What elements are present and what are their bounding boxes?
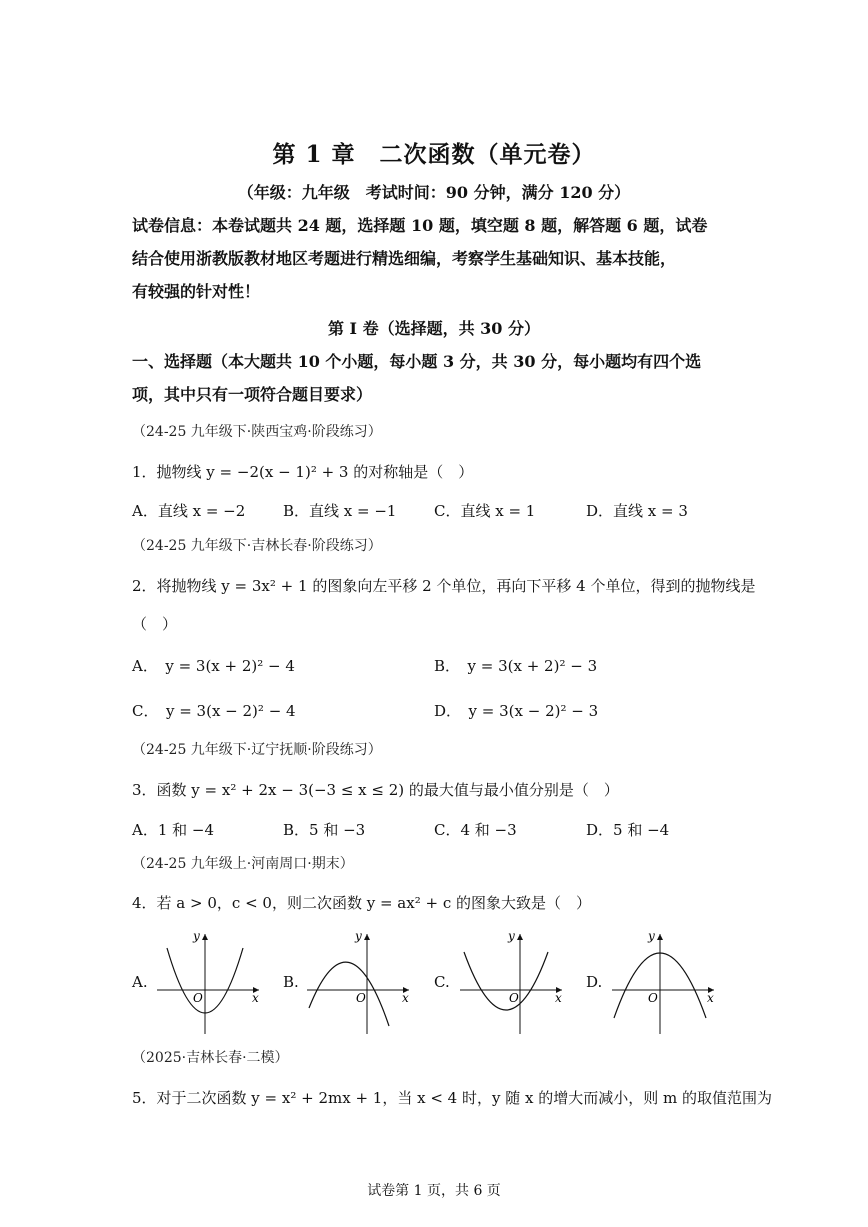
graph-option-b — [305, 928, 415, 1042]
page-title: 第 1 章 二次函数（单元卷） — [272, 141, 596, 168]
y-axis-label: y — [193, 929, 200, 943]
question-1-option-d: D．直线 x = 3 — [586, 502, 688, 520]
question-3-option-d: D．5 和 −4 — [586, 821, 670, 839]
question-1-option-b: B．直线 x = −1 — [283, 502, 397, 520]
graph-option-d — [610, 928, 720, 1042]
question-4-option-a: A. — [132, 973, 148, 991]
parabola-curve — [309, 962, 389, 1026]
question-4-option-c: C. — [434, 973, 450, 991]
exam-info-line-2: 结合使用浙教版教材地区考题进行精选细编，考察学生基础知识、基本技能， — [132, 249, 677, 268]
question-5-stem: 5．对于二次函数 y = x² + 2mx + 1，当 x < 4 时，y 随 x 的增大而减小，则 m 的取值范围为 — [132, 1089, 772, 1107]
question-source: （24-25 九年级下·辽宁抚顺·阶段练习） — [132, 742, 382, 758]
graph-option-c — [458, 928, 568, 1042]
question-4-option-d: D. — [586, 973, 603, 991]
exam-info-line-1: 试卷信息：本卷试题共 24 题，选择题 10 题，填空题 8 题，解答题 6 题，试卷 — [132, 216, 708, 235]
question-source: （2025·吉林长春·二模） — [132, 1050, 289, 1066]
question-3-option-c: C．4 和 −3 — [434, 821, 517, 839]
question-3-option-b: B．5 和 −3 — [283, 821, 366, 839]
question-2-option-c: C． y = 3(x − 2)² − 4 — [132, 702, 296, 720]
origin-label: O — [193, 991, 203, 1005]
y-axis-label: y — [508, 929, 515, 943]
question-3-option-a: A．1 和 −4 — [132, 821, 215, 839]
question-1-option-a: A．直线 x = −2 — [132, 502, 246, 520]
origin-label: O — [648, 991, 658, 1005]
question-source: （24-25 九年级上·河南周口·期末） — [132, 856, 354, 872]
question-4-option-b: B. — [283, 973, 299, 991]
question-source: （24-25 九年级下·陕西宝鸡·阶段练习） — [132, 424, 382, 440]
y-axis-label: y — [648, 929, 655, 943]
page-footer: 试卷第 1 页，共 6 页 — [367, 1183, 501, 1199]
parabola-curve — [464, 952, 548, 1010]
y-axis-arrow-icon — [517, 934, 523, 940]
exam-info-line-3: 有较强的针对性！ — [132, 282, 261, 301]
y-axis-arrow-icon — [202, 934, 208, 940]
volume-heading: 第 I 卷（选择题，共 30 分） — [327, 319, 541, 338]
question-source: （24-25 九年级下·吉林长春·阶段练习） — [132, 538, 382, 554]
question-3-stem: 3．函数 y = x² + 2x − 3(−3 ≤ x ≤ 2) 的最大值与最小值分别是（ ） — [132, 781, 619, 799]
question-2-stem-cont: （ ） — [132, 615, 178, 633]
exam-subtitle: （年级：九年级 考试时间：90 分钟，满分 120 分） — [237, 183, 631, 202]
y-axis-label: y — [355, 929, 362, 943]
question-4-stem: 4．若 a > 0，c < 0，则二次函数 y = ax² + c 的图象大致是（ ） — [132, 894, 591, 912]
x-axis-label: x — [555, 991, 562, 1005]
x-axis-label: x — [402, 991, 409, 1005]
y-axis-arrow-icon — [657, 934, 663, 940]
section-heading-line-2: 项，其中只有一项符合题目要求） — [132, 385, 373, 404]
x-axis-label: x — [707, 991, 714, 1005]
question-1-option-c: C．直线 x = 1 — [434, 502, 536, 520]
question-1-stem: 1．抛物线 y = −2(x − 1)² + 3 的对称轴是（ ） — [132, 463, 474, 481]
y-axis-arrow-icon — [364, 934, 370, 940]
x-axis-label: x — [252, 991, 259, 1005]
question-2-option-d: D． y = 3(x − 2)² − 3 — [434, 702, 599, 720]
section-heading-line-1: 一、选择题（本大题共 10 个小题，每小题 3 分，共 30 分，每小题均有四个选 — [132, 352, 702, 371]
origin-label: O — [509, 991, 519, 1005]
question-2-option-b: B． y = 3(x + 2)² − 3 — [434, 657, 598, 675]
graph-option-a — [155, 928, 265, 1042]
question-2-option-a: A． y = 3(x + 2)² − 4 — [132, 657, 295, 675]
origin-label: O — [356, 991, 366, 1005]
question-2-stem: 2．将抛物线 y = 3x² + 1 的图象向左平移 2 个单位，再向下平移 4 个单位，得到的抛物线是 — [132, 577, 756, 595]
